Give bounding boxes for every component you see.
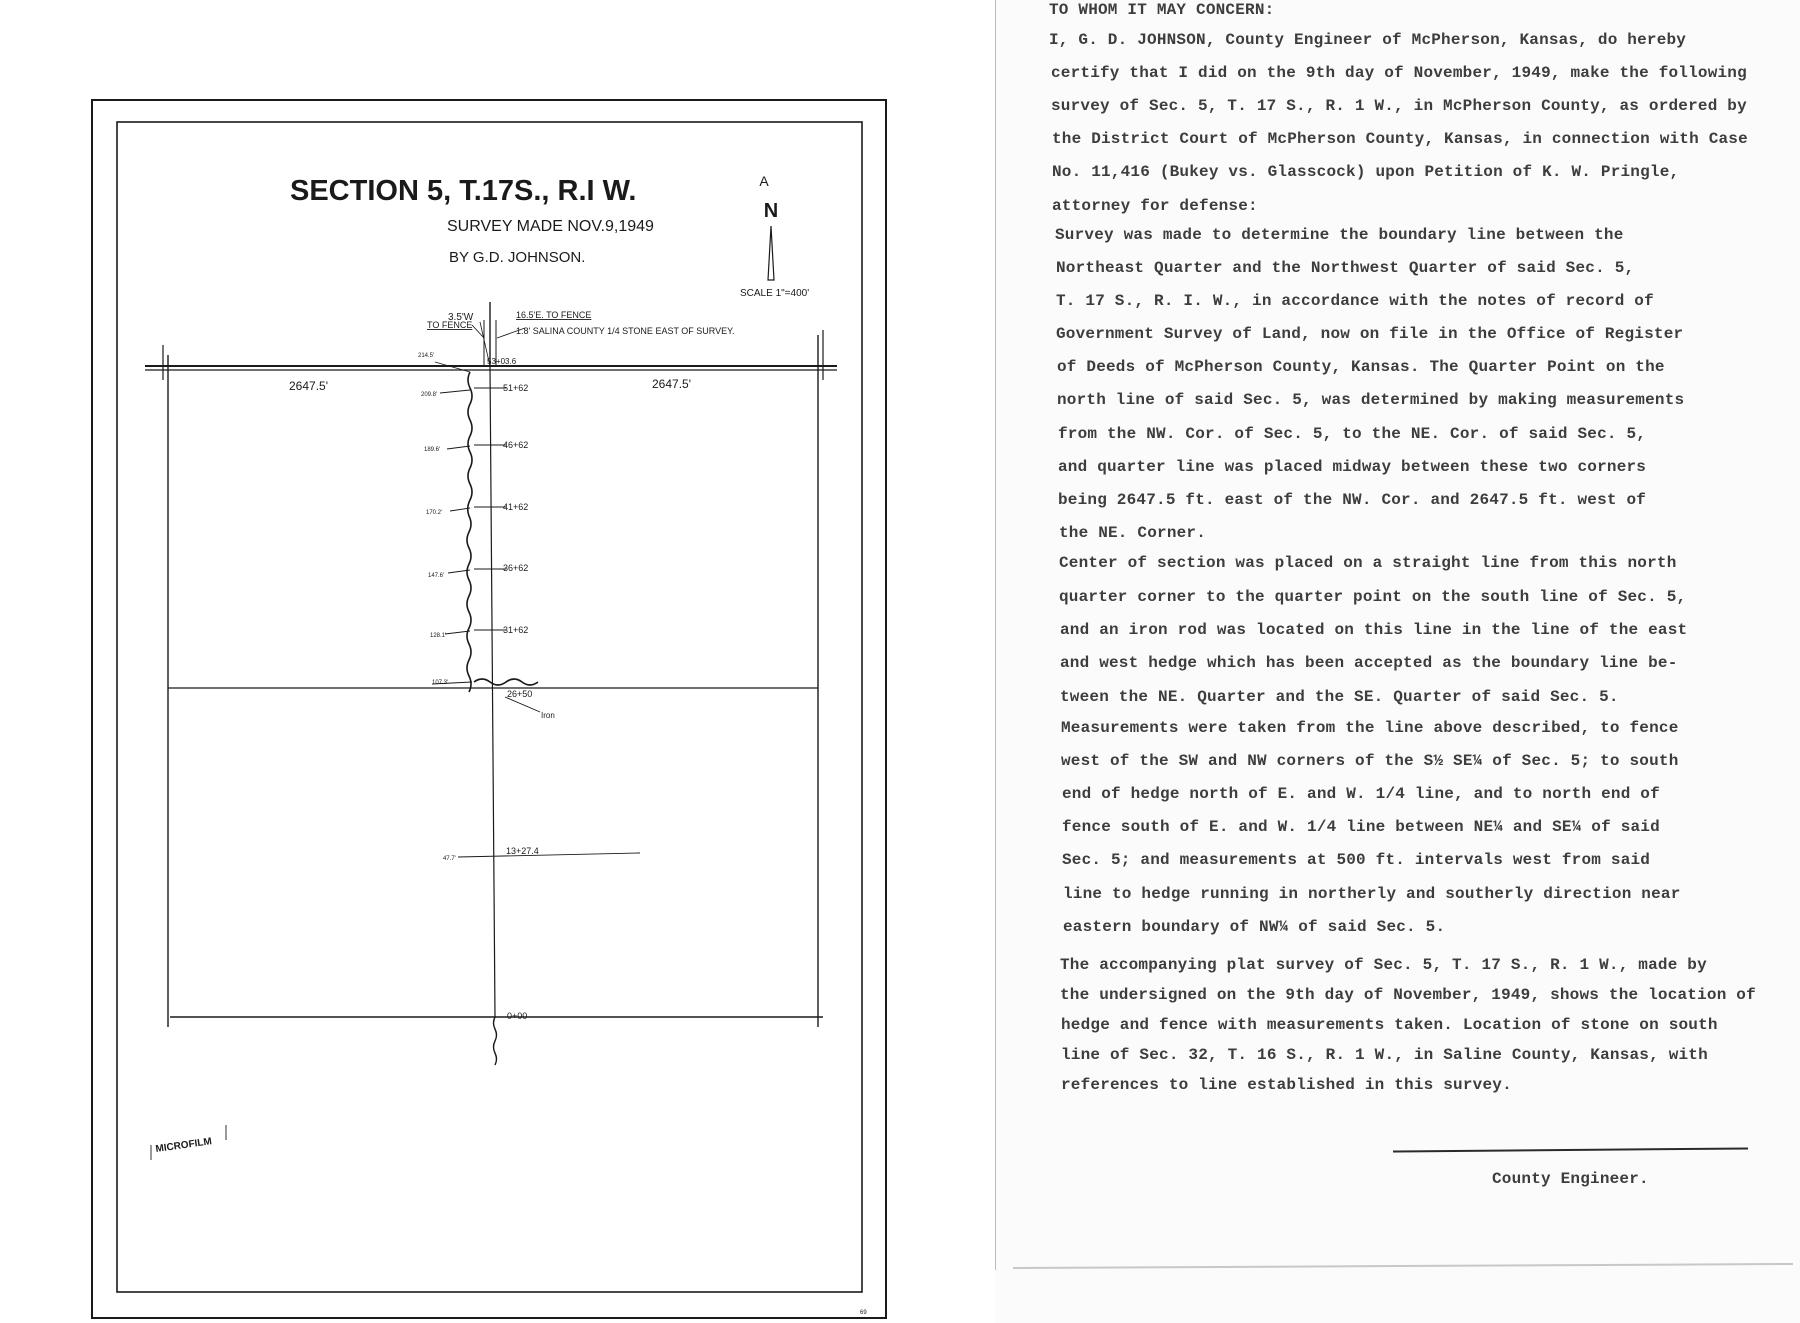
station-top: 53+03.6 (487, 357, 517, 366)
plat-subtitle: SURVEY MADE NOV.9,1949 (447, 218, 654, 235)
letter-line: eastern boundary of NW¼ of said Sec. 5. (1063, 918, 1446, 936)
letter-line: Government Survey of Land, now on file in the Office of Register (1056, 325, 1684, 343)
letter-page (995, 0, 1800, 1323)
station-label: 41+62 (503, 502, 529, 512)
letter-line: being 2647.5 ft. east of the NW. Cor. and 2647.5 ft. west of (1058, 491, 1647, 509)
quarter-line (480, 302, 496, 1017)
letter-line: attorney for defense: (1052, 197, 1258, 215)
offset-label: 107.3' (432, 680, 449, 686)
letter-line: No. 11,416 (Bukey vs. Glasscock) upon Petition of K. W. Pringle, (1052, 163, 1680, 181)
offset-label: 189.6' (424, 447, 441, 453)
letter-line: and an iron rod was located on this line in the line of the east (1060, 621, 1688, 639)
note-west-fence-a: 3.5'W (448, 312, 474, 323)
plat-outer-border (92, 100, 886, 1318)
letter-line: quarter corner to the quarter point on the south line of Sec. 5, (1059, 588, 1687, 606)
plat-author: BY G.D. JOHNSON. (449, 249, 586, 266)
letter-line: end of hedge north of E. and W. 1/4 line, and to north end of (1062, 785, 1660, 803)
letter-line: north line of said Sec. 5, was determined by making measurements (1057, 391, 1685, 409)
letter-line: tween the NE. Quarter and the SE. Quarter of said Sec. 5. (1060, 688, 1619, 706)
north-arrow-icon (759, 173, 778, 280)
station-label: 13+27.4 (506, 846, 539, 856)
station-labels (503, 383, 539, 1021)
letter-line: Measurements were taken from the line above described, to fence (1061, 719, 1679, 737)
letter-line: references to line established in this survey. (1061, 1076, 1512, 1094)
letter-line: and west hedge which has been accepted as the boundary line be- (1060, 654, 1678, 672)
letter-line: I, G. D. JOHNSON, County Engineer of McPherson, Kansas, do hereby (1049, 31, 1687, 49)
sheet-number: 69 (860, 1310, 867, 1316)
letter-line: west of the SW and NW corners of the S½ SE¼ of Sec. 5; to south (1061, 752, 1679, 770)
station-label: 0+00 (507, 1011, 528, 1021)
letter-line: and quarter line was placed midway between these two corners (1058, 458, 1647, 476)
letter-line: The accompanying plat survey of Sec. 5, T. 17 S., R. 1 W., made by (1060, 956, 1707, 974)
signature-title: County Engineer. (1492, 1170, 1649, 1188)
dist-nw: 2647.5' (289, 379, 328, 393)
letter-line: line of Sec. 32, T. 16 S., R. 1 W., in Saline County, Kansas, with (1061, 1046, 1708, 1064)
iron-label: Iron (541, 711, 555, 720)
fence-south (494, 1017, 497, 1065)
note-west-fence-b: TO FENCE (427, 320, 473, 330)
microfilm-stamp (151, 1125, 226, 1160)
note-stone: 1.8' SALINA COUNTY 1/4 STONE EAST OF SURVEY. (516, 326, 735, 336)
hedge-line (467, 372, 538, 692)
station-label: 46+62 (503, 440, 529, 450)
letter-line: certify that I did on the 9th day of November, 1949, make the following (1051, 64, 1747, 82)
offset-label: 209.8' (421, 392, 438, 398)
station-label: 26+50 (507, 689, 533, 699)
north-arrow-tip: A (759, 173, 769, 189)
stamp-text: MICROFILM (154, 1136, 213, 1155)
plat-scale: SCALE 1"=400' (740, 288, 810, 299)
letter-line: survey of Sec. 5, T. 17 S., R. 1 W., in McPherson County, as ordered by (1051, 97, 1747, 115)
station-label: 51+62 (503, 383, 529, 393)
letter-line: line to hedge running in northerly and southerly direction near (1063, 885, 1681, 903)
letter-line: T. 17 S., R. I. W., in accordance with the notes of record of (1056, 292, 1654, 310)
offset-label: 147.6' (428, 573, 445, 579)
letter-line: the undersigned on the 9th day of November, 1949, shows the location of (1060, 986, 1756, 1004)
page-bottom-edge (1013, 1263, 1793, 1269)
letter-line: of Deeds of McPherson County, Kansas. The Quarter Point on the (1057, 358, 1665, 376)
signature-line (1393, 1147, 1748, 1152)
north-letter: N (763, 200, 779, 222)
offset-label: 47.7' (443, 856, 456, 862)
station-label: 36+62 (503, 563, 529, 573)
letter-line: Sec. 5; and measurements at 500 ft. intervals west from said (1062, 851, 1651, 869)
letter-line: Northeast Quarter and the Northwest Quarter of said Sec. 5, (1056, 259, 1635, 277)
letter-line: Survey was made to determine the boundary line between the (1055, 226, 1624, 244)
letter-line: the NE. Corner. (1059, 524, 1207, 542)
letter-line: hedge and fence with measurements taken. Location of stone on south (1061, 1016, 1718, 1034)
offset-labels (418, 353, 456, 862)
offset-label: 214.5' (418, 353, 435, 359)
letter-line: Center of section was placed on a straight line from this north (1059, 554, 1677, 572)
dist-ne: 2647.5' (652, 377, 691, 391)
note-east-fence: 16.5'E. TO FENCE (516, 310, 592, 320)
page-edge (995, 0, 996, 1270)
letter-line: the District Court of McPherson County, Kansas, in connection with Case (1052, 130, 1748, 148)
offset-ticks (432, 325, 640, 857)
letter-line: from the NW. Cor. of Sec. 5, to the NE. Cor. of said Sec. 5, (1058, 425, 1647, 443)
letter-salutation: TO WHOM IT MAY CONCERN: (1049, 1, 1275, 19)
station-label: 31+62 (503, 625, 529, 635)
plat-title: SECTION 5, T.17S., R.I W. (290, 175, 637, 207)
offset-label: 128.1' (430, 633, 447, 639)
letter-line: fence south of E. and W. 1/4 line between NE¼ and SE¼ of said (1062, 818, 1660, 836)
offset-label: 170.2' (426, 510, 443, 516)
